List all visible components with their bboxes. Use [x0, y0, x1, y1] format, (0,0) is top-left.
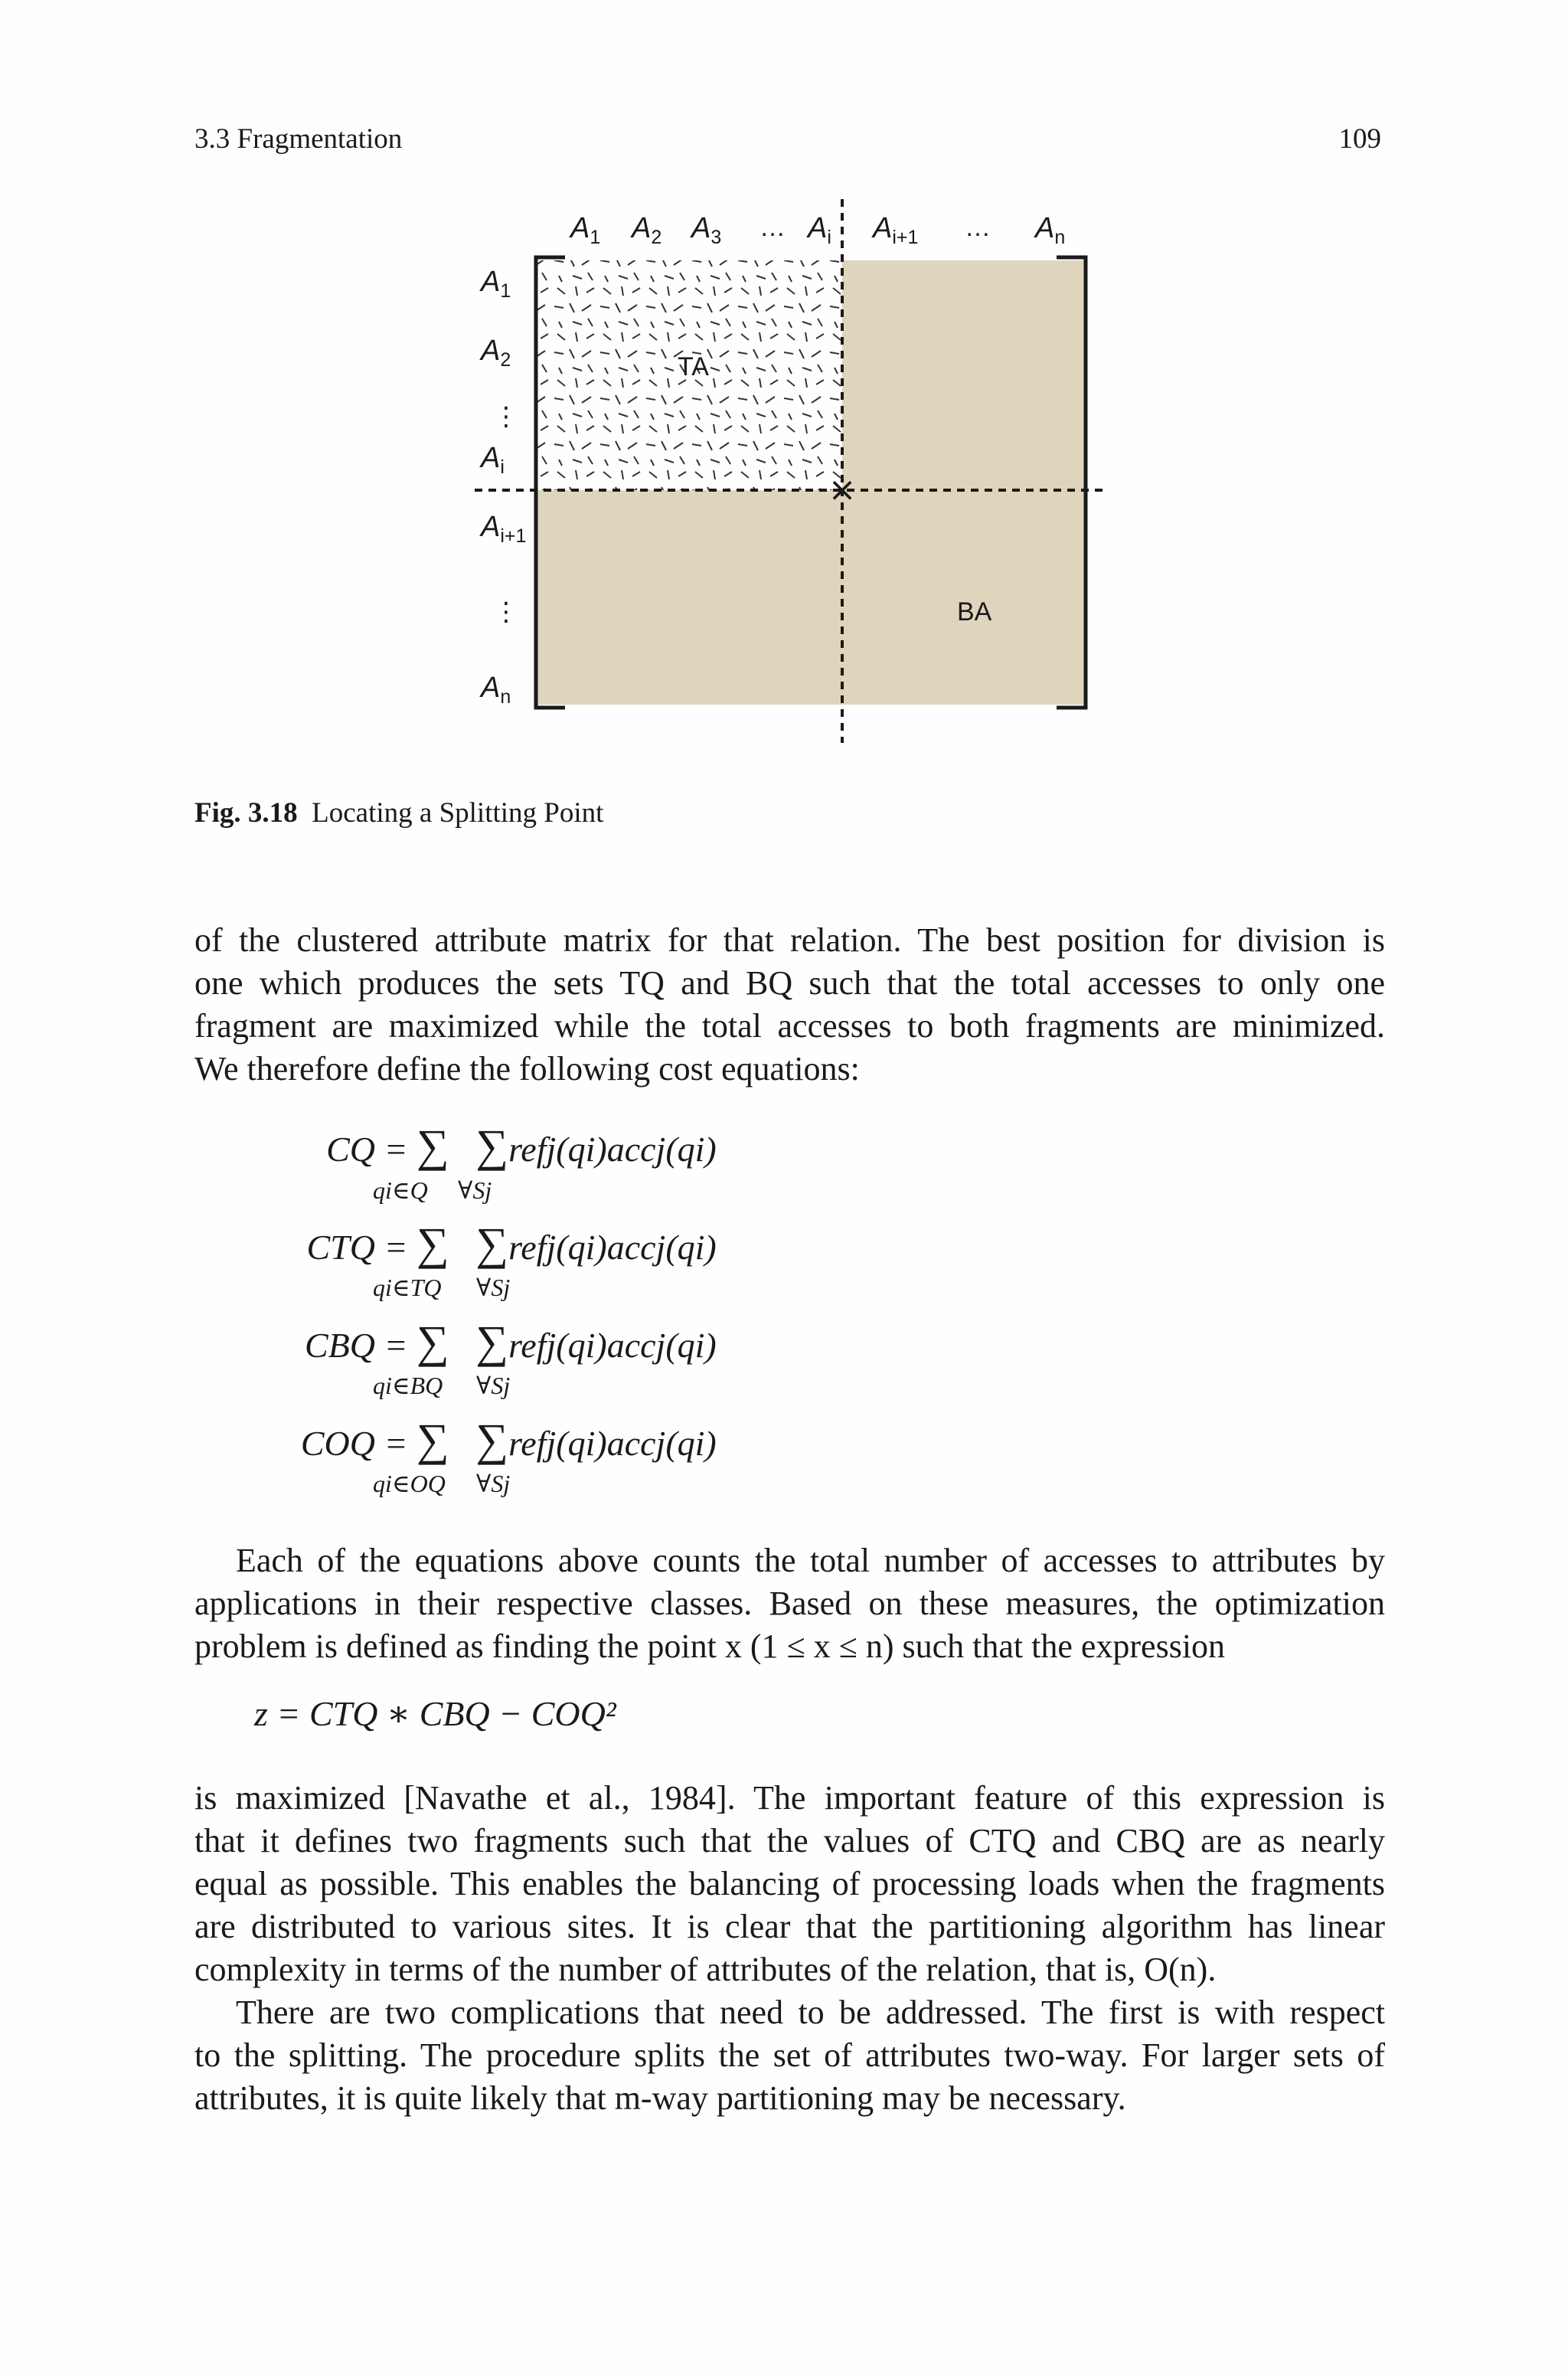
sub-cbq-2: ∀Sj — [476, 1372, 511, 1399]
page-number: 109 — [1338, 123, 1381, 155]
sub-ctq-1: qi∈TQ — [373, 1274, 442, 1301]
p3-line: that it defines two fragments such that the values of CTQ and CBQ are as nearly — [194, 1822, 1385, 1860]
p3-line: are distributed to various sites. It is clear that the partitioning algorithm has linear — [194, 1908, 1385, 1945]
p3-line: to the splitting. The procedure splits the set of attributes two-way. For larger sets of — [194, 2036, 1385, 2074]
top-label-an: $A_n$ — [1035, 212, 1066, 248]
paragraph-3 — [194, 1777, 1385, 2120]
sub-coq-2: ∀Sj — [476, 1470, 511, 1497]
running-header-section: 3.3 Fragmentation — [194, 123, 403, 155]
p3-line: attributes, it is quite likely that m-way partitioning may be necessary. — [194, 2079, 1126, 2117]
p1-line: fragment are maximized while the total accesses to both fragments are minimized. — [194, 1007, 1385, 1045]
attribute-matrix-diagram — [459, 191, 1118, 751]
equation-cq: CQ = ∑ ∑refj(qi)accj(qi) — [326, 1120, 717, 1171]
split-point-marker: × — [828, 470, 857, 509]
top-label-a3: $A_3$ — [691, 212, 722, 248]
p3-line: There are two complications that need to be addressed. The first is with respect — [236, 1994, 1385, 2031]
equation-coq: COQ = ∑ ∑refj(qi)accj(qi) — [300, 1415, 717, 1465]
sub-ctq-2: ∀Sj — [476, 1274, 511, 1301]
sub-cq-1: qi∈Q — [373, 1176, 428, 1204]
p1-line: We therefore define the following cost equations: — [194, 1050, 860, 1088]
p2-line: Each of the equations above counts the total number of accesses to attributes by — [236, 1542, 1385, 1579]
side-label-vdots-1: ⋮ — [493, 402, 519, 431]
side-label-vdots-2: ⋮ — [493, 597, 519, 626]
side-label-ai: $A_i$ — [481, 442, 505, 478]
equation-cbq: CBQ = ∑ ∑refj(qi)accj(qi) — [305, 1317, 717, 1367]
ta-label: TA — [678, 352, 709, 381]
p2-line: problem is defined as finding the point x (1 ≤ x ≤ n) such that the expression — [194, 1627, 1226, 1665]
p3-line: is maximized [Navathe et al., 1984]. The important feature of this expression is — [194, 1779, 1385, 1817]
top-label-ellipsis-1: … — [760, 213, 786, 242]
top-label-ai: $A_i$ — [808, 212, 831, 248]
p3-line: equal as possible. This enables the balancing of processing loads when the fragments — [194, 1865, 1385, 1902]
p2-line: applications in their respective classes. Based on these measures, the optimization — [194, 1585, 1385, 1622]
sub-cq-2: ∀Sj — [458, 1176, 492, 1204]
caption-label: Fig. 3.18 — [194, 797, 298, 829]
figure-caption — [194, 796, 603, 829]
caption-text: Locating a Splitting Point — [312, 797, 604, 829]
side-label-an: $A_n$ — [481, 672, 511, 708]
ba-label: BA — [957, 597, 992, 626]
side-label-a2: $A_2$ — [481, 335, 511, 371]
sub-coq-1: qi∈OQ — [373, 1470, 446, 1497]
paragraph-2 — [194, 1539, 1385, 1668]
side-label-a1: $A_1$ — [481, 266, 511, 302]
equation-ctq: CTQ = ∑ ∑refj(qi)accj(qi) — [306, 1218, 717, 1269]
top-label-ai1: $A_{i+1}$ — [873, 212, 919, 248]
top-label-ellipsis-2: … — [965, 213, 991, 242]
figure-splitting-point — [459, 191, 1118, 751]
top-label-a2: $A_2$ — [632, 212, 662, 248]
ba-region-shaded — [536, 490, 1087, 705]
p1-line: of the clustered attribute matrix for that relation. The best position for division is — [194, 921, 1385, 959]
z-equation: z = CTQ ∗ CBQ − COQ² — [254, 1694, 616, 1733]
sub-cbq-1: qi∈BQ — [373, 1372, 443, 1399]
p3-line: complexity in terms of the number of attributes of the relation, that is, O(n). — [194, 1951, 1217, 1988]
p1-line: one which produces the sets TQ and BQ such that the total accesses to only one — [194, 964, 1385, 1002]
side-label-ai1: $A_{i+1}$ — [481, 511, 527, 547]
paragraph-1 — [194, 919, 1385, 1091]
top-label-a1: $A_1$ — [570, 212, 601, 248]
upper-right-shaded — [842, 260, 1087, 490]
